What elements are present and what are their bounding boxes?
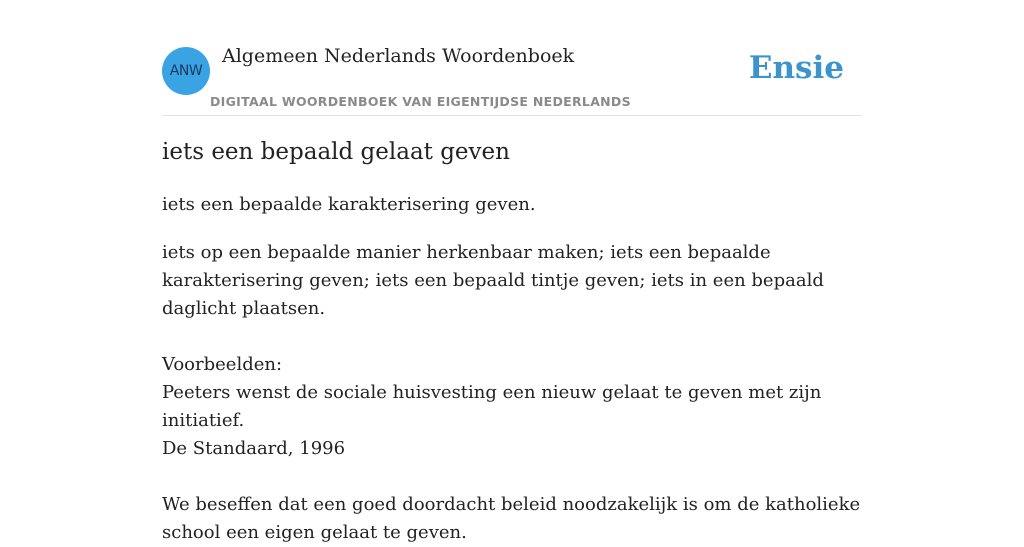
anw-logo-text: ANW xyxy=(169,63,203,79)
example-text: We beseffen dat een goed doordacht beleid noodzakelijk is om de katholieke school een eigen gelaat te geven. xyxy=(162,494,861,543)
examples-label: Voorbeelden: xyxy=(162,354,283,375)
entry-body xyxy=(162,239,862,547)
anw-logo[interactable] xyxy=(162,47,210,95)
entry-full-definition: iets op een bepaalde manier herkenbaar maken; iets een bepaalde karakterisering geven; iets een bepaald tintje geven; iets in een bepaald daglicht plaatsen. xyxy=(162,242,824,319)
example-text: Peeters wenst de sociale huisvesting een nieuw gelaat te geven met zijn initiatief. xyxy=(162,382,822,431)
site-header xyxy=(162,0,862,116)
ensie-brand-logo[interactable]: Ensie xyxy=(748,50,844,86)
site-subtitle: DIGITAAL WOORDENBOEK VAN EIGENTIJDSE NEDERLANDS xyxy=(210,94,631,109)
entry-short-definition: iets een bepaalde karakterisering geven. xyxy=(162,194,536,215)
site-title[interactable]: Algemeen Nederlands Woordenboek xyxy=(222,45,575,67)
entry-term: iets een bepaald gelaat geven xyxy=(162,139,510,165)
example-source: De Standaard, 1996 xyxy=(162,438,346,459)
main-container xyxy=(162,0,862,543)
